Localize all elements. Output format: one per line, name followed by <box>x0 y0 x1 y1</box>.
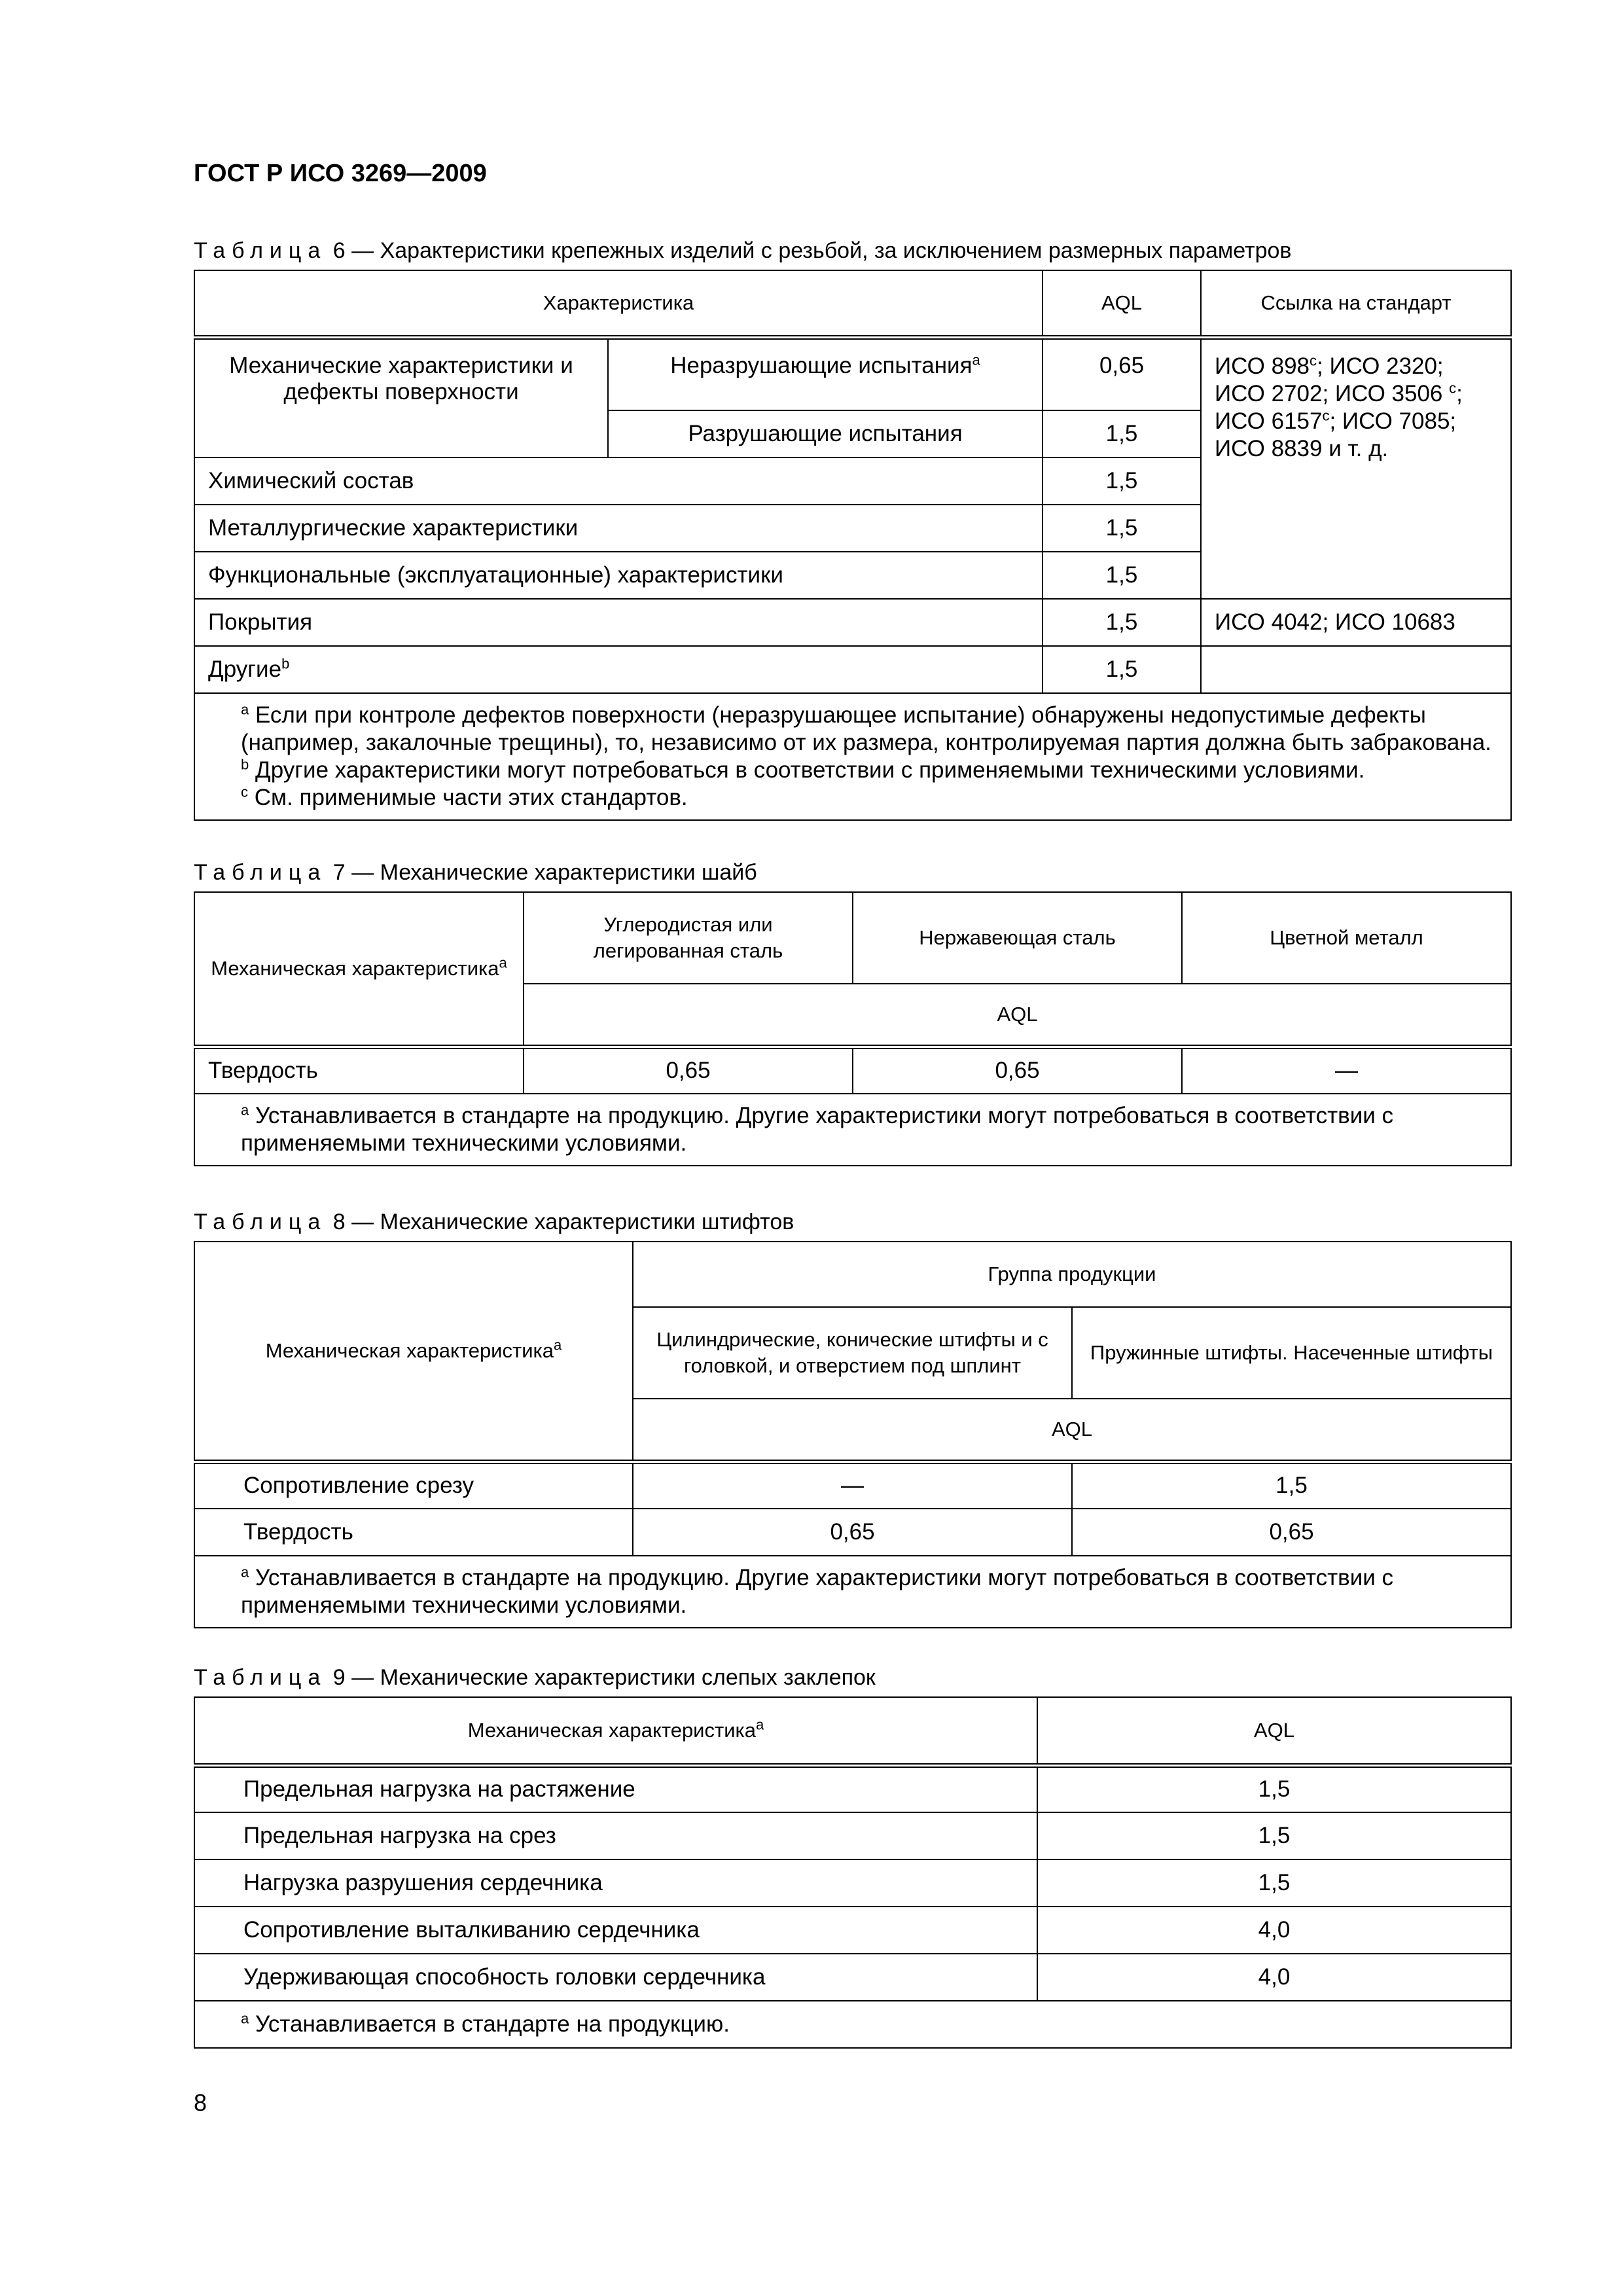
table8-hardness-cylindrical: 0,65 <box>633 1509 1072 1556</box>
table6-aql-functional: 1,5 <box>1043 552 1201 599</box>
table8-caption: Таблица 8 — Механические характеристики штифтов <box>194 1210 794 1234</box>
table8-header-spring-pins: Пружинные штифты. Насеченные штифты <box>1072 1307 1511 1399</box>
table7-hardness: Твердость <box>194 1047 524 1094</box>
table6 <box>194 270 1512 821</box>
table8-header-cylindrical-pins: Цилиндрические, конические штифты и с головкой, и отверстием под шплинт <box>633 1307 1072 1399</box>
table7 <box>194 891 1512 1166</box>
table6-aql-metallurgical: 1,5 <box>1043 505 1201 552</box>
table8-hardness: Твердость <box>194 1509 633 1556</box>
table6-aql-coatings: 1,5 <box>1043 599 1201 646</box>
table9-row-name: Предельная нагрузка на растяжение <box>194 1765 1037 1812</box>
table8-shear-spring: 1,5 <box>1072 1462 1511 1509</box>
table6-footnote-b: $^b$ Другие характеристики могут потребоваться в соответствии с применяемыми техническими условиями. <box>241 756 1365 783</box>
table7-caption: Таблица 7 — Механические характеристики шайб <box>194 860 757 885</box>
table6-footnote-c: $^c$ См. применимые части этих стандартов. <box>241 783 688 810</box>
table8-footnote: $^a$ Устанавливается в стандарте на продукцию. Другие характеристики могут потребоваться в соответствии с применяемыми техническими условиями. <box>194 1556 1511 1628</box>
table9-row-aql: 4,0 <box>1037 1907 1511 1954</box>
page-number: 8 <box>194 2089 207 2116</box>
table6-aql-destructive: 1,5 <box>1043 410 1201 457</box>
table7-header-mechanical: Механическая характеристика$^a$ <box>194 892 524 1047</box>
table7-header-aql: AQL <box>524 984 1511 1047</box>
table6-footnote-a: $^a$ Если при контроле дефектов поверхности (неразрушающее испытание) обнаружены недопустимые дефекты (например, закалочные трещины), то, независимо от их размера, контролируемая партия должна быть забракована. <box>241 701 1491 755</box>
table6-header-aql: AQL <box>1043 270 1201 337</box>
table9-row-name: Нагрузка разрушения сердечника <box>194 1859 1037 1907</box>
table7-hardness-stainless: 0,65 <box>853 1047 1182 1094</box>
table7-header-carbon-steel: Углеродистая или легированная сталь <box>524 892 853 984</box>
table7-hardness-nonferrous: — <box>1182 1047 1511 1094</box>
table7-header-stainless-steel: Нержавеющая сталь <box>853 892 1182 984</box>
table6-aql-chemical: 1,5 <box>1043 457 1201 505</box>
table9-row-aql: 1,5 <box>1037 1859 1511 1907</box>
table6-header-reference: Ссылка на стандарт <box>1201 270 1511 337</box>
table7-header-nonferrous: Цветной металл <box>1182 892 1511 984</box>
table6-reference-coatings: ИСО 4042; ИСО 10683 <box>1201 599 1511 646</box>
table6-coatings: Покрытия <box>194 599 1043 646</box>
table7-hardness-carbon: 0,65 <box>524 1047 853 1094</box>
table6-nondestructive: Неразрушающие испытания$^a$ <box>608 337 1043 410</box>
table6-functional: Функциональные (эксплуатационные) характеристики <box>194 552 1043 599</box>
table6-mechanical: Механические характеристики и дефекты поверхности <box>194 337 608 457</box>
table9-row-aql: 1,5 <box>1037 1765 1511 1812</box>
table9-footnote: $^a$ Устанавливается в стандарте на продукцию. <box>194 2001 1511 2048</box>
table8-hardness-spring: 0,65 <box>1072 1509 1511 1556</box>
table9-row-name: Удерживающая способность головки сердечника <box>194 1954 1037 2001</box>
table9-header-aql: AQL <box>1037 1697 1511 1765</box>
table8 <box>194 1241 1512 1628</box>
table8-shear-cylindrical: — <box>633 1462 1072 1509</box>
table9-row-aql: 1,5 <box>1037 1812 1511 1859</box>
table6-footnotes <box>194 693 1511 820</box>
table6-destructive: Разрушающие испытания <box>608 410 1043 457</box>
table9 <box>194 1696 1512 2049</box>
table6-other: Другие$^b$ <box>194 646 1043 693</box>
document-header: ГОСТ Р ИСО 3269—2009 <box>194 160 487 187</box>
table8-shear-resistance: Сопротивление срезу <box>194 1462 633 1509</box>
table6-chemical: Химический состав <box>194 457 1043 505</box>
table8-header-mechanical: Механическая характеристика$^a$ <box>194 1242 633 1462</box>
table6-aql-other: 1,5 <box>1043 646 1201 693</box>
table9-row-name: Предельная нагрузка на срез <box>194 1812 1037 1859</box>
table8-header-product-group: Группа продукции <box>633 1242 1511 1307</box>
table8-header-aql: AQL <box>633 1399 1511 1462</box>
table7-footnote: $^a$ Устанавливается в стандарте на продукцию. Другие характеристики могут потребоваться в соответствии с применяемыми техническими условиями. <box>194 1094 1511 1166</box>
table9-row-aql: 4,0 <box>1037 1954 1511 2001</box>
table9-header-mechanical: Механическая характеристика$^a$ <box>194 1697 1037 1765</box>
table6-caption: Таблица 6 — Характеристики крепежных изделий с резьбой, за исключением размерных параметров <box>194 238 1292 263</box>
table6-metallurgical: Металлургические характеристики <box>194 505 1043 552</box>
table6-aql-nondestructive: 0,65 <box>1043 337 1201 410</box>
table9-row-name: Сопротивление выталкиванию сердечника <box>194 1907 1037 1954</box>
table6-header-characteristic: Характеристика <box>194 270 1043 337</box>
table9-caption: Таблица 9 — Механические характеристики слепых заклепок <box>194 1665 876 1690</box>
table6-reference-other <box>1201 646 1511 693</box>
table6-reference-standards: ИСО 898$^c$; ИСО 2320; ИСО 2702; ИСО 3506 $^c$; ИСО 6157$^c$; ИСО 7085; ИСО 8839 и т. д. <box>1201 337 1511 599</box>
